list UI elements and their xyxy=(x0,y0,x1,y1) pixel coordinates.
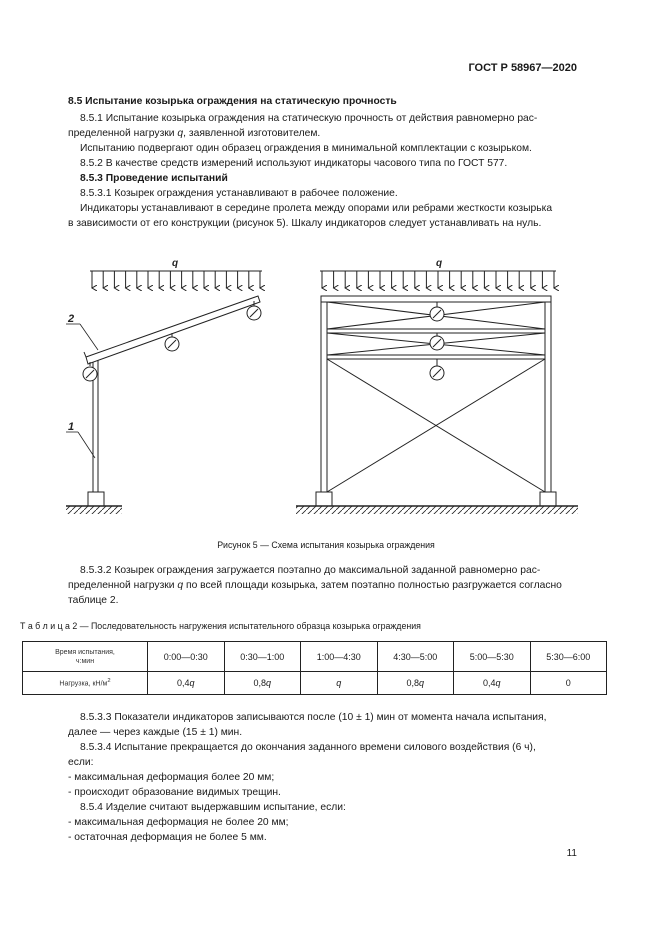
paragraph-indicators-line2: в зависимости от его конструкции (рисунок 5). Шкалу индикаторов следует устанавливать на нуль. xyxy=(68,218,542,229)
time-cell: 5:30—6:00 xyxy=(530,642,607,672)
paragraph-851-line2: пределенной нагрузки q, заявленной изготовителем. xyxy=(68,128,321,139)
figure-caption: Рисунок 5 — Схема испытания козырька ограждения xyxy=(217,540,435,550)
section-heading: 8.5 Испытание козырька ограждения на статическую прочность xyxy=(68,96,397,107)
paragraph-8531: 8.5.3.1 Козырек ограждения устанавливают в рабочее положение. xyxy=(80,188,398,199)
load-cell: q xyxy=(301,672,378,695)
list-item: - максимальная деформация не более 20 мм; xyxy=(68,817,289,828)
load-cell: 0,4q xyxy=(148,672,225,695)
paragraph-854: 8.5.4 Изделие считают выдержавшим испытание, если: xyxy=(80,802,346,813)
canopy-beam xyxy=(84,296,260,364)
load-symbol: q xyxy=(177,128,184,139)
paragraph-851-line1: 8.5.1 Испытание козырька ограждения на статическую прочность от действия равномерно рас- xyxy=(80,113,538,124)
paragraph-8532-line2: пределенной нагрузки q по всей площади козырька, затем поэтапно полностью разгружается согласно xyxy=(68,580,562,591)
time-cell: 1:00—4:30 xyxy=(301,642,378,672)
table-row-load xyxy=(23,672,607,695)
load-cell: 0,8q xyxy=(377,672,454,695)
time-cell: 4:30—5:00 xyxy=(377,642,454,672)
left-post xyxy=(66,360,122,514)
time-cell: 5:00—5:30 xyxy=(454,642,531,672)
time-header: Время испытания, ч:мин xyxy=(23,642,148,672)
left-distributed-load xyxy=(90,271,262,288)
paragraph-8534-line2: если: xyxy=(68,757,94,768)
right-distributed-load xyxy=(320,271,556,288)
paragraph-8534-line1: 8.5.3.4 Испытание прекращается до окончания заданного времени силового воздействия (6 ч), xyxy=(80,742,536,753)
paragraph-indicators-line1: Индикаторы устанавливают в середине пролета между опорами или ребрами жесткости козырька xyxy=(80,203,553,214)
time-cell: 0:00—0:30 xyxy=(148,642,225,672)
load-cell: 0 xyxy=(530,672,607,695)
list-item: - максимальная деформация более 20 мм; xyxy=(68,772,275,783)
loading-table xyxy=(22,641,607,695)
paragraph-8533-line2: далее — через каждые (15 ± 1) мин. xyxy=(68,727,243,738)
paragraph-sample: Испытанию подвергают один образец ограждения в минимальной комплектации с козырьком. xyxy=(80,143,532,154)
callout-1-label: 1 xyxy=(68,421,75,433)
paragraph-8533-line1: 8.5.3.3 Показатели индикаторов записываются после (10 ± 1) мин от момента начала испытания, xyxy=(80,712,547,723)
list-item: - происходит образование видимых трещин. xyxy=(68,787,281,798)
page-number: 11 xyxy=(566,848,577,859)
paragraph-8532-line1: 8.5.3.2 Козырек ограждения загружается поэтапно до максимальной заданной равномерно рас- xyxy=(80,565,541,576)
subsection-heading: 8.5.3 Проведение испытаний xyxy=(80,173,228,184)
load-cell: 0,8q xyxy=(224,672,301,695)
table-caption: Т а б л и ц а 2 — Последовательность нагружения испытательного образца козырька ограждения xyxy=(20,621,421,631)
table-row-time xyxy=(23,642,607,672)
load-header: Нагрузка, $кН/м^2$ xyxy=(23,672,148,695)
right-frame xyxy=(296,296,578,514)
left-load-label: q xyxy=(172,258,179,269)
list-item: - остаточная деформация не более 5 мм. xyxy=(68,832,267,843)
callout-2-label: 2 xyxy=(68,313,75,325)
right-load-label: q xyxy=(436,258,443,269)
left-indicators xyxy=(83,301,261,381)
standard-designation: ГОСТ Р 58967—2020 xyxy=(468,62,577,74)
paragraph-8532-line3: таблице 2. xyxy=(68,595,119,606)
paragraph-852: 8.5.2 В качестве средств измерений используют индикаторы часового типа по ГОСТ 577. xyxy=(80,158,508,169)
time-cell: 0:30—1:00 xyxy=(224,642,301,672)
load-cell: 0,4q xyxy=(454,672,531,695)
right-indicators xyxy=(430,302,444,380)
